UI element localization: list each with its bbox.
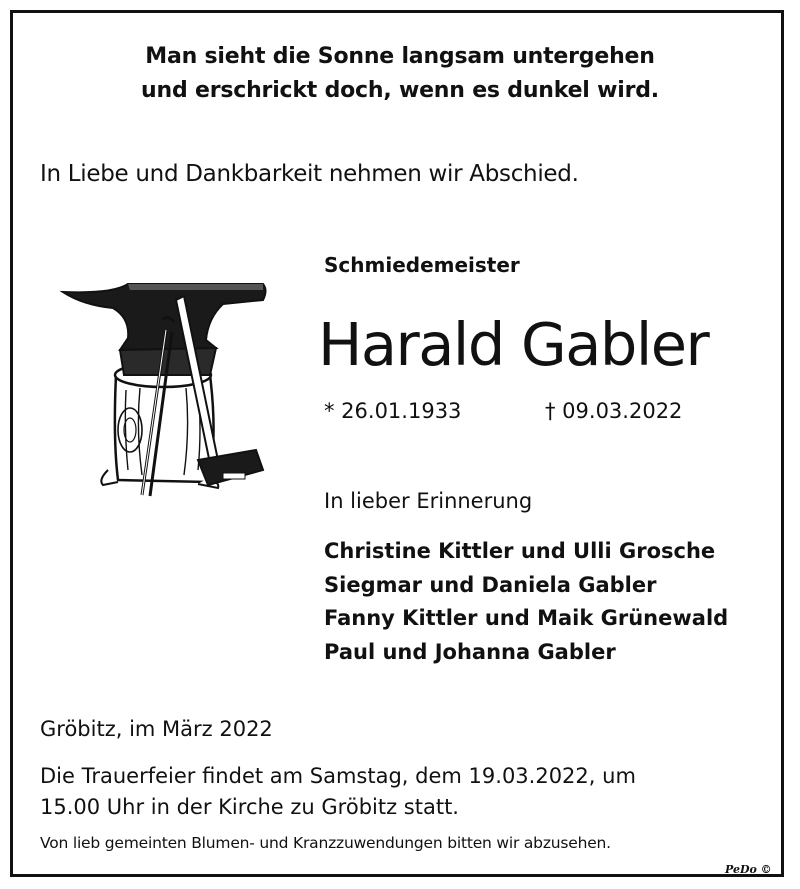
ceremony-line-1: Die Trauerfeier findet am Samstag, dem 19.03.2022, um (40, 764, 636, 788)
mourner-line: Paul und Johanna Gabler (324, 639, 616, 664)
anvil-icon (58, 270, 273, 505)
flowers-note: Von lieb gemeinten Blumen- und Kranzzuwendungen bitten wir abzusehen. (40, 834, 611, 852)
memory-label: In lieber Erinnerung (324, 489, 533, 513)
place-date: Gröbitz, im März 2022 (40, 717, 273, 741)
death-date: † 09.03.2022 (545, 399, 683, 423)
designer-signature: PeDo © (725, 863, 772, 876)
ceremony-line-2: 15.00 Uhr in der Kirche zu Gröbitz statt. (40, 795, 459, 819)
birth-date: * 26.01.1933 (324, 399, 462, 423)
mourner-line: Siegmar und Daniela Gabler (324, 572, 657, 597)
deceased-title: Schmiedemeister (324, 253, 520, 277)
quote-line-1: Man sieht die Sonne langsam untergehen (145, 44, 655, 69)
mourner-line: Fanny Kittler und Maik Grünewald (324, 606, 729, 630)
intro-text: In Liebe und Dankbarkeit nehmen wir Abschied. (40, 161, 579, 187)
ceremony-info (40, 761, 636, 823)
mourner-line: Christine Kittler und Ulli Grosche (324, 539, 716, 563)
mourners-list (324, 535, 728, 669)
quote-line-2: und erschrickt doch, wenn es dunkel wird. (141, 78, 659, 103)
quote (0, 40, 800, 108)
deceased-name: Harald Gabler (318, 310, 709, 379)
